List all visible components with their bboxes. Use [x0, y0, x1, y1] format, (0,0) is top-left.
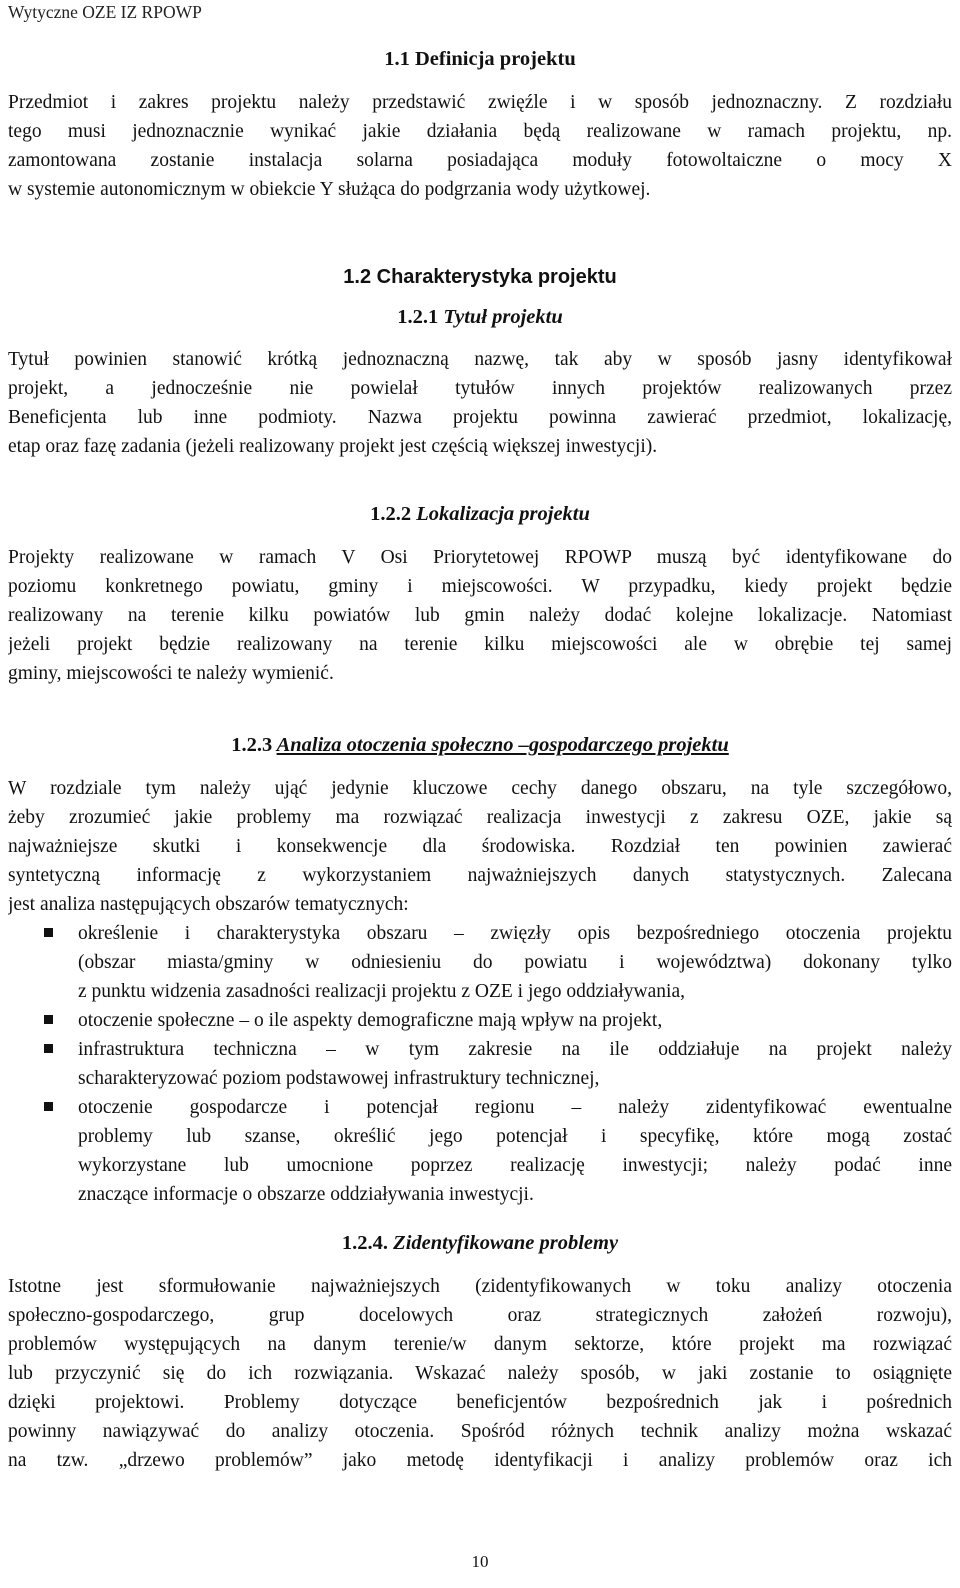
document-header: Wytyczne OZE IZ RPOWP [8, 2, 202, 22]
paragraph-line: W rozdziale tym należy ująć jedynie kluczowe cechy danego obszaru, na tyle szczegółowo, [8, 778, 952, 799]
list-item-line: znaczące informacje o obszarze oddziaływania inwestycji. [78, 1184, 534, 1205]
paragraph-line: na tzw. „drzewo problemów” jako metodę identyfikacji i analizy problemów oraz ich [8, 1450, 952, 1471]
section-title: Lokalizacja projektu [416, 503, 590, 525]
list-item-line: scharakteryzować poziom podstawowej infrastruktury technicznej, [78, 1068, 600, 1089]
paragraph-line: dzięki projektowi. Problemy dotyczące beneficjentów bezpośrednich jak i pośrednich [8, 1392, 952, 1413]
section-1-1-paragraph [8, 88, 952, 204]
list-item-line: z punktu widzenia zasadności realizacji projektu z OZE i jego oddziaływania, [78, 981, 685, 1002]
section-1-2-2-paragraph [8, 543, 952, 688]
section-number: 1.2.3 [231, 734, 273, 756]
paragraph-line: realizowany na terenie kilku powiatów lub gmin należy dodać kolejne lokalizacje. Natomiast [8, 605, 952, 626]
paragraph-line: powinny nawiązywać do analizy otoczenia. Spośród różnych technik analizy można wskazać [8, 1421, 952, 1442]
square-bullet-icon [44, 1102, 53, 1111]
paragraph-line: problemów występujących na danym terenie/w danym sektorze, które projekt ma rozwiązać [8, 1334, 952, 1355]
paragraph-line: poziomu konkretnego powiatu, gminy i miejscowości. W przypadku, kiedy projekt będzie [8, 576, 952, 597]
paragraph-line: żeby zrozumieć jakie problemy ma rozwiązać realizacja inwestycji z zakresu OZE, jakie są [8, 807, 952, 828]
section-1-2-1-paragraph [8, 345, 952, 461]
paragraph-line: Projekty realizowane w ramach V Osi Priorytetowej RPOWP muszą być identyfikowane do [8, 547, 952, 568]
list-item [8, 1093, 952, 1209]
paragraph-line: społeczno-gospodarczego, grup docelowych oraz strategicznych założeń rozwoju), [8, 1305, 952, 1326]
list-item-line: infrastruktura techniczna – w tym zakresie na ile oddziałuje na projekt należy [78, 1039, 952, 1060]
section-1-2-4-paragraph [8, 1272, 952, 1475]
paragraph-line: projekt, a jednocześnie nie powielał tytułów innych projektów realizowanych przez [8, 378, 952, 399]
list-item [8, 919, 952, 1006]
paragraph-line: tego musi jednoznacznie wynikać jakie działania będą realizowane w ramach projektu, np. [8, 121, 952, 142]
paragraph-line: lub przyczynić się do ich rozwiązania. Wskazać należy sposób, w jaki zostanie to osiągnięte [8, 1363, 952, 1384]
section-title: Tytuł projektu [443, 306, 563, 328]
section-number: 1.2.4. [341, 1232, 389, 1254]
section-1-2-2-heading [0, 503, 960, 526]
list-item-line: otoczenie społeczne – o ile aspekty demograficzne mają wpływ na projekt, [78, 1010, 663, 1031]
list-item [8, 1035, 952, 1093]
analysis-areas-list [8, 919, 952, 1209]
paragraph-line: najważniejsze skutki i konsekwencje dla środowiska. Rozdział ten powinien zawierać [8, 836, 952, 857]
section-1-2-3-heading [0, 734, 960, 757]
list-item [8, 1006, 952, 1035]
section-number: 1.2.1 [397, 306, 439, 328]
section-1-2-1-heading [0, 306, 960, 329]
paragraph-line: Istotne jest sformułowanie najważniejszych (zidentyfikowanych w toku analizy otoczenia [8, 1276, 952, 1297]
list-item-line: (obszar miasta/gminy w odniesieniu do powiatu i województwa) dokonany tylko [78, 952, 952, 973]
square-bullet-icon [44, 1015, 53, 1024]
paragraph-line: etap oraz fazę zadania (jeżeli realizowany projekt jest częścią większej inwestycji). [8, 436, 658, 457]
paragraph-line: syntetyczną informację z wykorzystaniem najważniejszych danych statystycznych. Zalecana [8, 865, 952, 886]
paragraph-line: Beneficjenta lub inne podmioty. Nazwa projektu powinna zawierać przedmiot, lokalizację, [8, 407, 952, 428]
section-1-1-heading: 1.1 Definicja projektu [384, 48, 576, 70]
paragraph-line: Przedmiot i zakres projektu należy przedstawić zwięźle i w sposób jednoznaczny. Z rozdziału [8, 92, 952, 113]
list-item-line: problemy lub szanse, określić jego potencjał i specyfikę, które mogą zostać [78, 1126, 952, 1147]
paragraph-line: jest analiza następujących obszarów tematycznych: [8, 894, 409, 915]
paragraph-line: jeżeli projekt będzie realizowany na terenie kilku miejscowości ale w obrębie tej samej [8, 634, 952, 655]
list-item-line: określenie i charakterystyka obszaru – zwięzły opis bezpośredniego otoczenia projektu [78, 923, 952, 944]
paragraph-line: Tytuł powinien stanowić krótką jednoznaczną nazwę, tak aby w sposób jasny identyfikował [8, 349, 952, 370]
section-title: Analiza otoczenia społeczno –gospodarczego projektu [276, 734, 729, 756]
section-title: Zidentyfikowane problemy [393, 1232, 619, 1254]
list-item-line: otoczenie gospodarcze i potencjał regionu – należy zidentyfikować ewentualne [78, 1097, 952, 1118]
page-number: 10 [471, 1552, 489, 1571]
paragraph-line: w systemie autonomicznym w obiekcie Y służąca do podgrzania wody użytkowej. [8, 179, 651, 200]
square-bullet-icon [44, 928, 53, 937]
paragraph-line: gminy, miejscowości te należy wymienić. [8, 663, 334, 684]
square-bullet-icon [44, 1044, 53, 1053]
section-1-2-heading: 1.2 Charakterystyka projektu [343, 266, 617, 288]
section-number: 1.2.2 [370, 503, 412, 525]
section-1-2-3-paragraph [8, 774, 952, 919]
section-1-2-4-heading [0, 1232, 960, 1255]
paragraph-line: zamontowana zostanie instalacja solarna posiadająca moduły fotowoltaiczne o mocy X [8, 150, 952, 171]
list-item-line: wykorzystane lub umocnione poprzez realizację inwestycji; należy podać inne [78, 1155, 952, 1176]
